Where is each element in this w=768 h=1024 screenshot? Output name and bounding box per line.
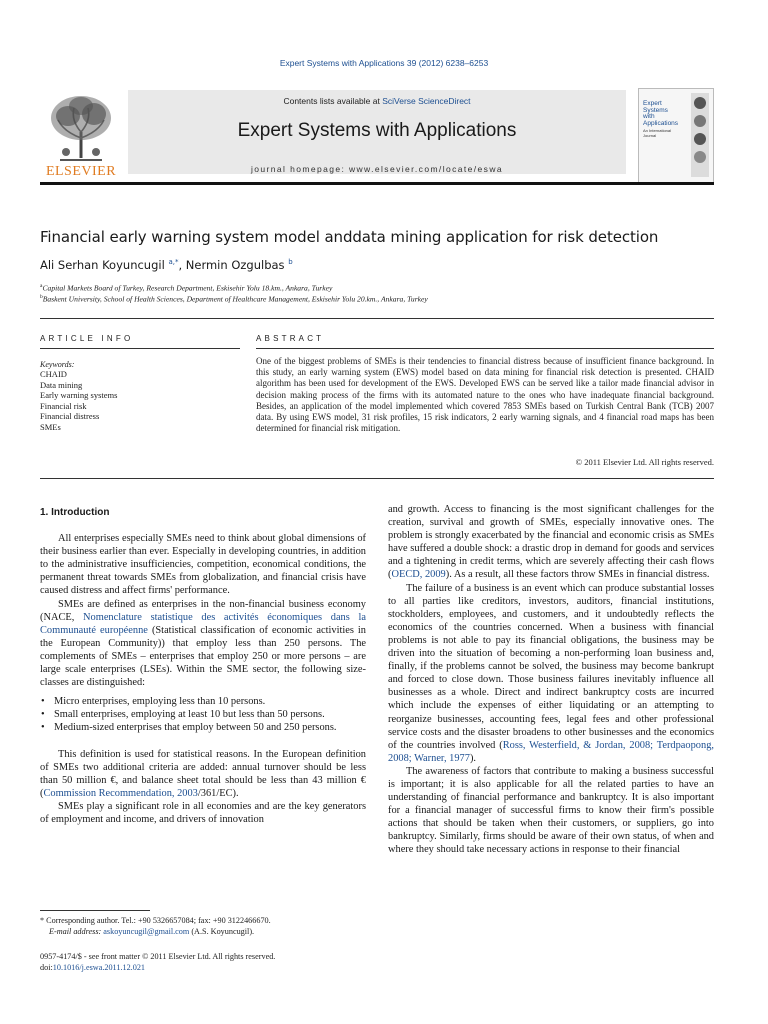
email-suffix: (A.S. Koyuncugil).: [189, 927, 255, 936]
spacer: [40, 735, 366, 748]
abstract-copyright: © 2011 Elsevier Ltd. All rights reserved.: [575, 457, 714, 467]
sciverse-link[interactable]: SciVerse ScienceDirect: [382, 96, 471, 106]
contents-prefix: Contents lists available at: [283, 96, 383, 106]
abstract-text: One of the biggest problems of SMEs is their tendencies to financial distress because of insufficient finance background. In this study, an early warning system (EWS) model based on data mining for financial risk detection is presented. CHAID algorithm has been used for development of the EWS. Developed EWS can be served like a tailor made financial advisor in decision making process of the firms with its automated nature to the ones who have inadequate financial background. Besides, an application of the model implemented which covered 7853 SMEs based on Turkish Central Bank (TCB) 2007 data. By using EWS model, 31 risk profiles, 15 risk indicators, 2 early warning signals, and 4 financial road maps has been determined for financial risk mitigation.: [256, 356, 714, 434]
abstract-divider: [256, 348, 714, 349]
citation-link[interactable]: OECD, 2009: [391, 569, 446, 581]
elsevier-logo-text: ELSEVIER: [45, 164, 117, 179]
abstract-heading: ABSTRACT: [256, 334, 325, 343]
contents-line: [128, 96, 626, 106]
homepage-url[interactable]: www.elsevier.com/locate/eswa: [348, 164, 503, 174]
paragraph: The awareness of factors that contribute to making a business successful is important; it is also applicable for all the related parties to have an understanding of financial performance and bankruptcy. It is also important for a financial manager of successful firms to know their firm's possible actions that should be taken when their customers, or suppliers, go into bankruptcy. Similarly, firms should be aware of their own status, of when and where they should take necessary actions in response to their financial: [388, 765, 714, 856]
article-info-divider: [40, 348, 240, 349]
citation-link[interactable]: Nomenclature statistique des activités économiques dans la Communauté européenne: [40, 611, 366, 636]
paragraph-text: ).: [469, 752, 477, 764]
abstract-bottom-divider: [40, 478, 714, 479]
keyword: SMEs: [40, 421, 61, 432]
elsevier-tree-logo-icon: [40, 88, 122, 168]
header-divider: [40, 318, 714, 319]
footnote-email: [40, 927, 379, 937]
size-class-list: [40, 695, 366, 734]
keyword: Financial risk: [40, 400, 87, 411]
affiliation-a: [40, 283, 714, 293]
issn-line: 0957-4174/$ - see front matter © 2011 Elsevier Ltd. All rights reserved.: [40, 952, 276, 961]
paragraph-text: ). As a result, all these factors throw SMEs in financial distress.: [445, 569, 710, 581]
affiliation-marker: b: [40, 294, 43, 300]
banner-divider: [40, 182, 714, 185]
author-list: [40, 258, 293, 272]
cover-subtitle-line: Journal: [643, 132, 657, 138]
homepage-prefix: journal homepage:: [251, 164, 349, 174]
cover-title-line: Systems: [643, 106, 668, 114]
affiliation-text: Baskent University, School of Health Sciences, Department of Healthcare Management, Eskisehir Yolu 20.km., Ankara, Turkey: [42, 294, 428, 304]
doi-prefix: doi:: [40, 963, 53, 972]
article-info-heading: ARTICLE INFO: [40, 334, 134, 343]
keyword: Financial distress: [40, 411, 100, 422]
affiliation-b: [40, 294, 714, 304]
affiliation-text: Capital Markets Board of Turkey, Research Department, Eskisehir Yolu 18.km., Ankara, Turkey: [42, 283, 333, 293]
keywords-list: [40, 369, 117, 433]
paragraph: All enterprises especially SMEs need to think about global dimensions of their business earlier than ever. Especially in developing countries, in addition to the administrative insufficiencies, competition, economical conditions, the permanent threat towards SMEs from globalization, and financial crisis have caused distress and affect firms' performance.: [40, 533, 366, 597]
paragraph-text: SMEs are defined as enterprises in the non-financial business economy (NACE,: [40, 598, 366, 623]
body-column-left: [40, 506, 366, 826]
paragraph: [40, 748, 366, 800]
section-title-introduction: 1. Introduction: [40, 507, 110, 518]
affiliation-marker: a: [40, 283, 43, 289]
paragraph-text: (Statistical classification of economic activities in the European Community)) that employ less than 250 persons. The complements of SMEs – enterprises that employ 250 or more persons – are large scale enterprises (LSEs). Within the SME sector, the following size-classes are distinguished:: [40, 624, 366, 689]
list-item: • Medium-sized enterprises that employ between 50 and 250 persons.: [40, 721, 366, 734]
journal-banner: [40, 84, 714, 188]
author-name: Ali Serhan Koyuncugil: [40, 258, 165, 272]
cover-subtitle: [643, 129, 671, 138]
author-separator: ,: [178, 258, 186, 272]
journal-homepage: [128, 164, 626, 174]
cover-circle-icon: [694, 97, 706, 109]
paragraph: SMEs play a significant role in all economies and are the key generators of employment and income, and drivers of innovation: [40, 800, 366, 825]
keyword: CHAID: [40, 369, 67, 379]
cover-title-line: Expert: [643, 100, 662, 107]
journal-cover-thumbnail: [638, 88, 714, 184]
paragraph: [388, 582, 714, 765]
cover-subtitle-line: An International: [643, 128, 672, 133]
paragraph: [40, 598, 366, 690]
list-item: • Small enterprises, employing at least 10 but less than 50 persons.: [40, 708, 366, 721]
journal-title: Expert Systems with Applications: [237, 120, 517, 141]
keyword: Data mining: [40, 379, 83, 390]
paragraph-text: The failure of a business is an event which can produce substantial losses to all parties like creditors, investors, auditors, financial institutions, stockholders, employees, and customers, and it undoubtedly reflects the economics of the countries concerned. When a business with financial problems is not able to pay its financial obligations, the business may be driven into the situation of becoming a non-performing loan business and, finally, if the problems cannot be solved, the business may become bankrupt and forced to close down. Those business failures inevitably influence all businesses as a whole. Direct and indirect bankruptcy costs are incurred which include the expenses of either liquidating or an attempting to reorganize businesses, accounting fees, legal fees and other professional service costs and the disaster broadens to other businesses and the economics of the countries involved (: [388, 582, 714, 751]
paragraph-text: and growth. Access to financing is the most significant challenges for the creation, survival and growth of SMEs, especially innovative ones. The problem is strongly exacerbated by the financial and economic crisis as SMEs have suffered a double shock: a drastic drop in demand for goods and services and a tightening in credit terms, which are severely affecting their cash flows (: [388, 504, 714, 581]
cover-circle-icon: [694, 115, 706, 127]
citation-link[interactable]: Ross, Westerfield, & Jordan, 2008; Terdpaopong, 2008; Warner, 1977: [388, 739, 714, 764]
email-link[interactable]: askoyuncugil@gmail.com: [103, 927, 190, 936]
spacer: [40, 519, 366, 532]
cover-title-line: with: [643, 113, 655, 120]
doi-link[interactable]: 10.1016/j.eswa.2011.12.021: [52, 963, 146, 972]
paragraph-text: This definition is used for statistical reasons. In the European definition of SMEs two additional criteria are added: annual turnover should be less than 50 million €, and balance sheet total should be less than 43 million € (: [40, 748, 366, 799]
paragraph-text: /361/EC).: [197, 787, 239, 799]
email-label: E-mail address:: [49, 927, 104, 936]
footnote-divider: [40, 910, 150, 911]
journal-reference-link[interactable]: Expert Systems with Applications 39 (2012) 6238–6253: [279, 58, 489, 68]
cover-title-line: Applications: [643, 119, 679, 127]
author-name: Nermin Ozgulbas: [185, 258, 285, 272]
body-column-right: [388, 503, 714, 857]
list-item: • Micro enterprises, employing less than 10 persons.: [40, 695, 366, 708]
article-title: Financial early warning system model anddata mining application for risk detection: [40, 228, 659, 246]
citation-link[interactable]: Commission Recommendation, 2003: [43, 787, 198, 799]
keyword: Early warning systems: [40, 390, 118, 401]
cover-title: [643, 101, 678, 127]
author-affiliation-marker[interactable]: a,*: [168, 258, 179, 267]
cover-circle-icon: [694, 133, 706, 145]
author-affiliation-marker[interactable]: b: [288, 258, 293, 267]
doi-line: [40, 963, 370, 973]
keywords-label: Keywords:: [40, 360, 75, 369]
footnote-corresponding: * Corresponding author. Tel.: +90 5326657084; fax: +90 3122466670.: [40, 916, 271, 925]
paragraph: [388, 503, 714, 582]
cover-circle-icon: [694, 151, 706, 163]
